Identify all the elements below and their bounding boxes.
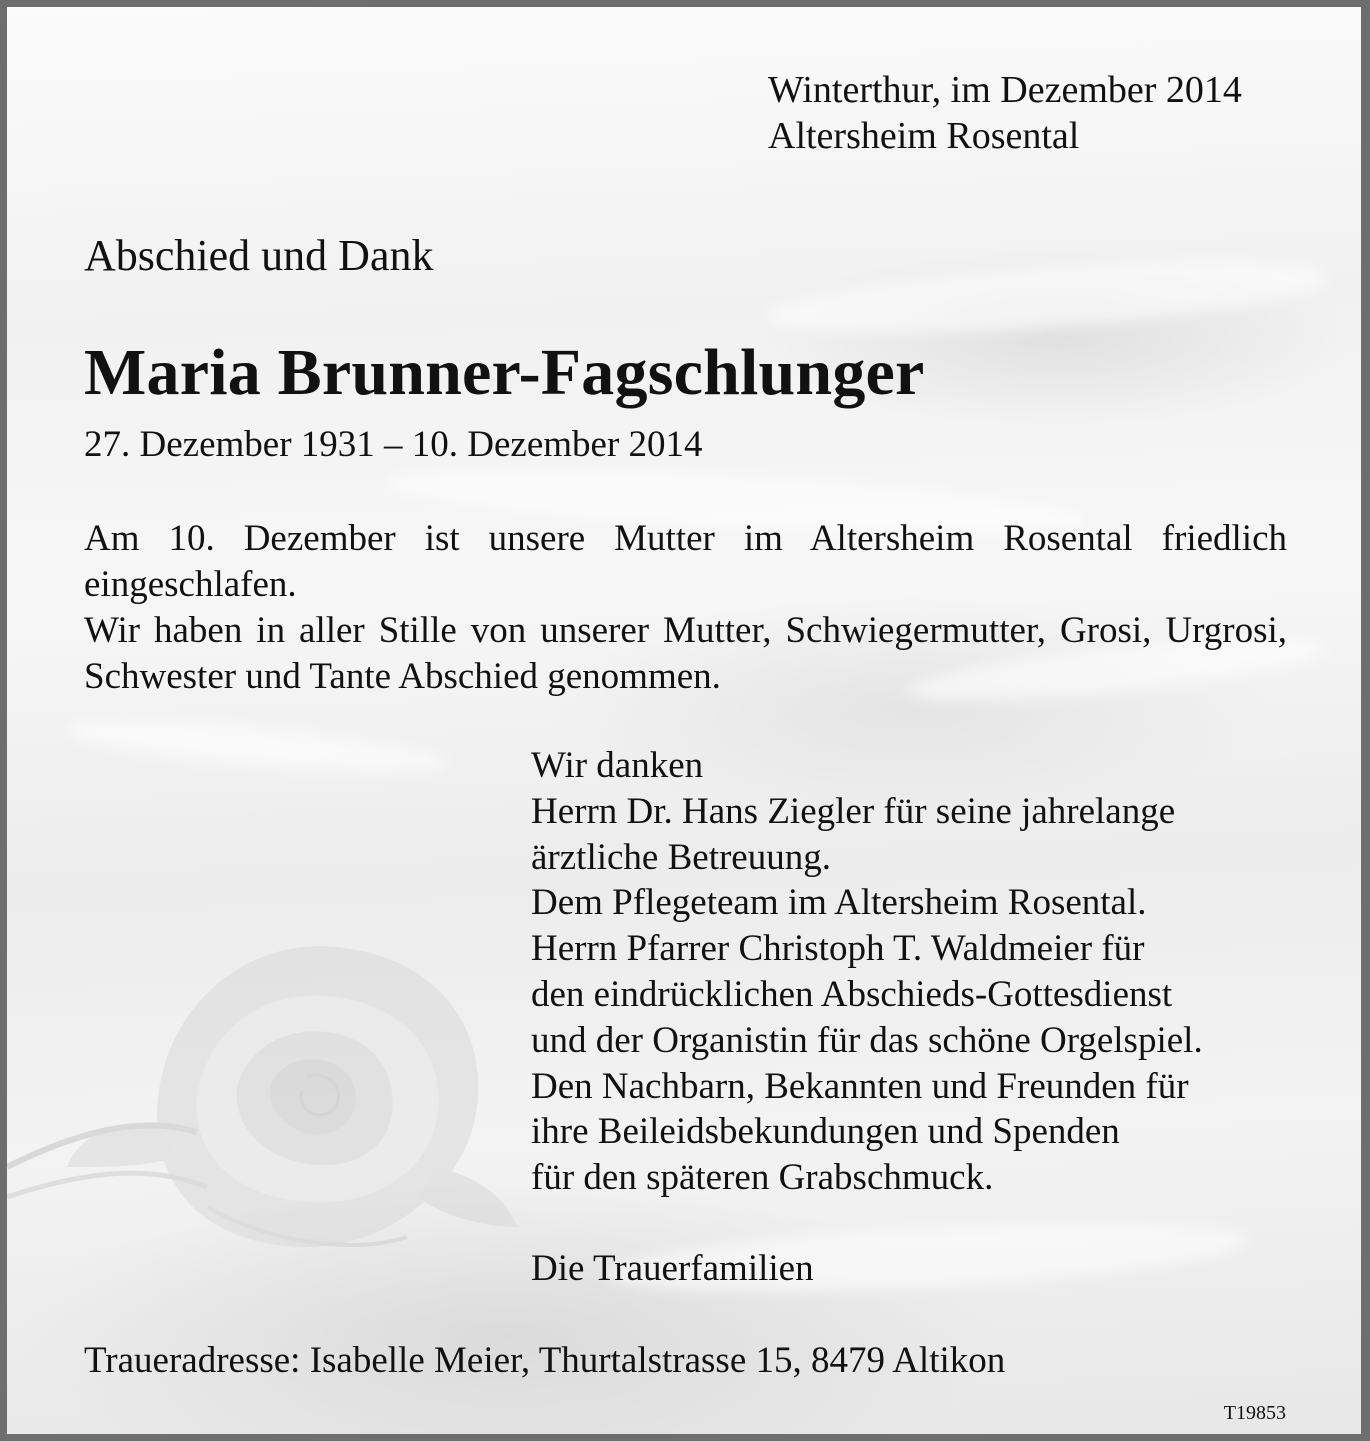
thanks-line: Herrn Dr. Hans Ziegler für seine jahrelange — [531, 790, 1176, 832]
notice-body — [84, 516, 1287, 700]
reference-code: T19853 — [1223, 1402, 1286, 1424]
deceased-name: Maria Brunner-Fagschlunger — [84, 336, 925, 409]
notice-kicker: Abschied und Dank — [84, 231, 434, 280]
place-date-block — [768, 67, 1242, 159]
rose-icon — [7, 867, 547, 1287]
obituary-notice — [7, 7, 1361, 1434]
institution-name: Altersheim Rosental — [768, 115, 1080, 157]
thanks-line: Herrn Pfarrer Christoph T. Waldmeier für — [531, 928, 1145, 970]
body-paragraph-2: Wir haben in aller Stille von unserer Mutter, Schwiegermutter, Grosi, Urgrosi, Schwester und Tante Abschied genommen. — [84, 610, 1287, 697]
background-wave — [766, 248, 1329, 347]
thanks-line: Wir danken — [531, 745, 704, 786]
place-date: Winterthur, im Dezember 2014 — [768, 69, 1242, 111]
thanks-line: ihre Beileidsbekundungen und Spenden — [531, 1111, 1120, 1153]
thanks-line: den eindrücklichen Abschieds-Gottesdienst — [531, 973, 1173, 1015]
mourning-address: Traueradresse: Isabelle Meier, Thurtalstrasse 15, 8479 Altikon — [84, 1340, 1006, 1381]
thanks-line: und der Organistin für das schöne Orgelspiel. — [531, 1019, 1203, 1061]
thanks-line: Den Nachbarn, Bekannten und Freunden für — [531, 1065, 1189, 1107]
thanks-section — [531, 743, 1203, 1201]
signature: Die Trauerfamilien — [531, 1248, 814, 1289]
thanks-line: ärztliche Betreuung. — [531, 836, 831, 878]
thanks-line: Dem Pflegeteam im Altersheim Rosental. — [531, 882, 1147, 924]
body-paragraph-1: Am 10. Dezember ist unsere Mutter im Altersheim Rosental friedlich eingeschlafen. — [84, 518, 1287, 605]
thanks-line: für den späteren Grabschmuck. — [531, 1157, 994, 1199]
life-dates: 27. Dezember 1931 – 10. Dezember 2014 — [84, 424, 703, 465]
background-wave — [66, 711, 448, 784]
